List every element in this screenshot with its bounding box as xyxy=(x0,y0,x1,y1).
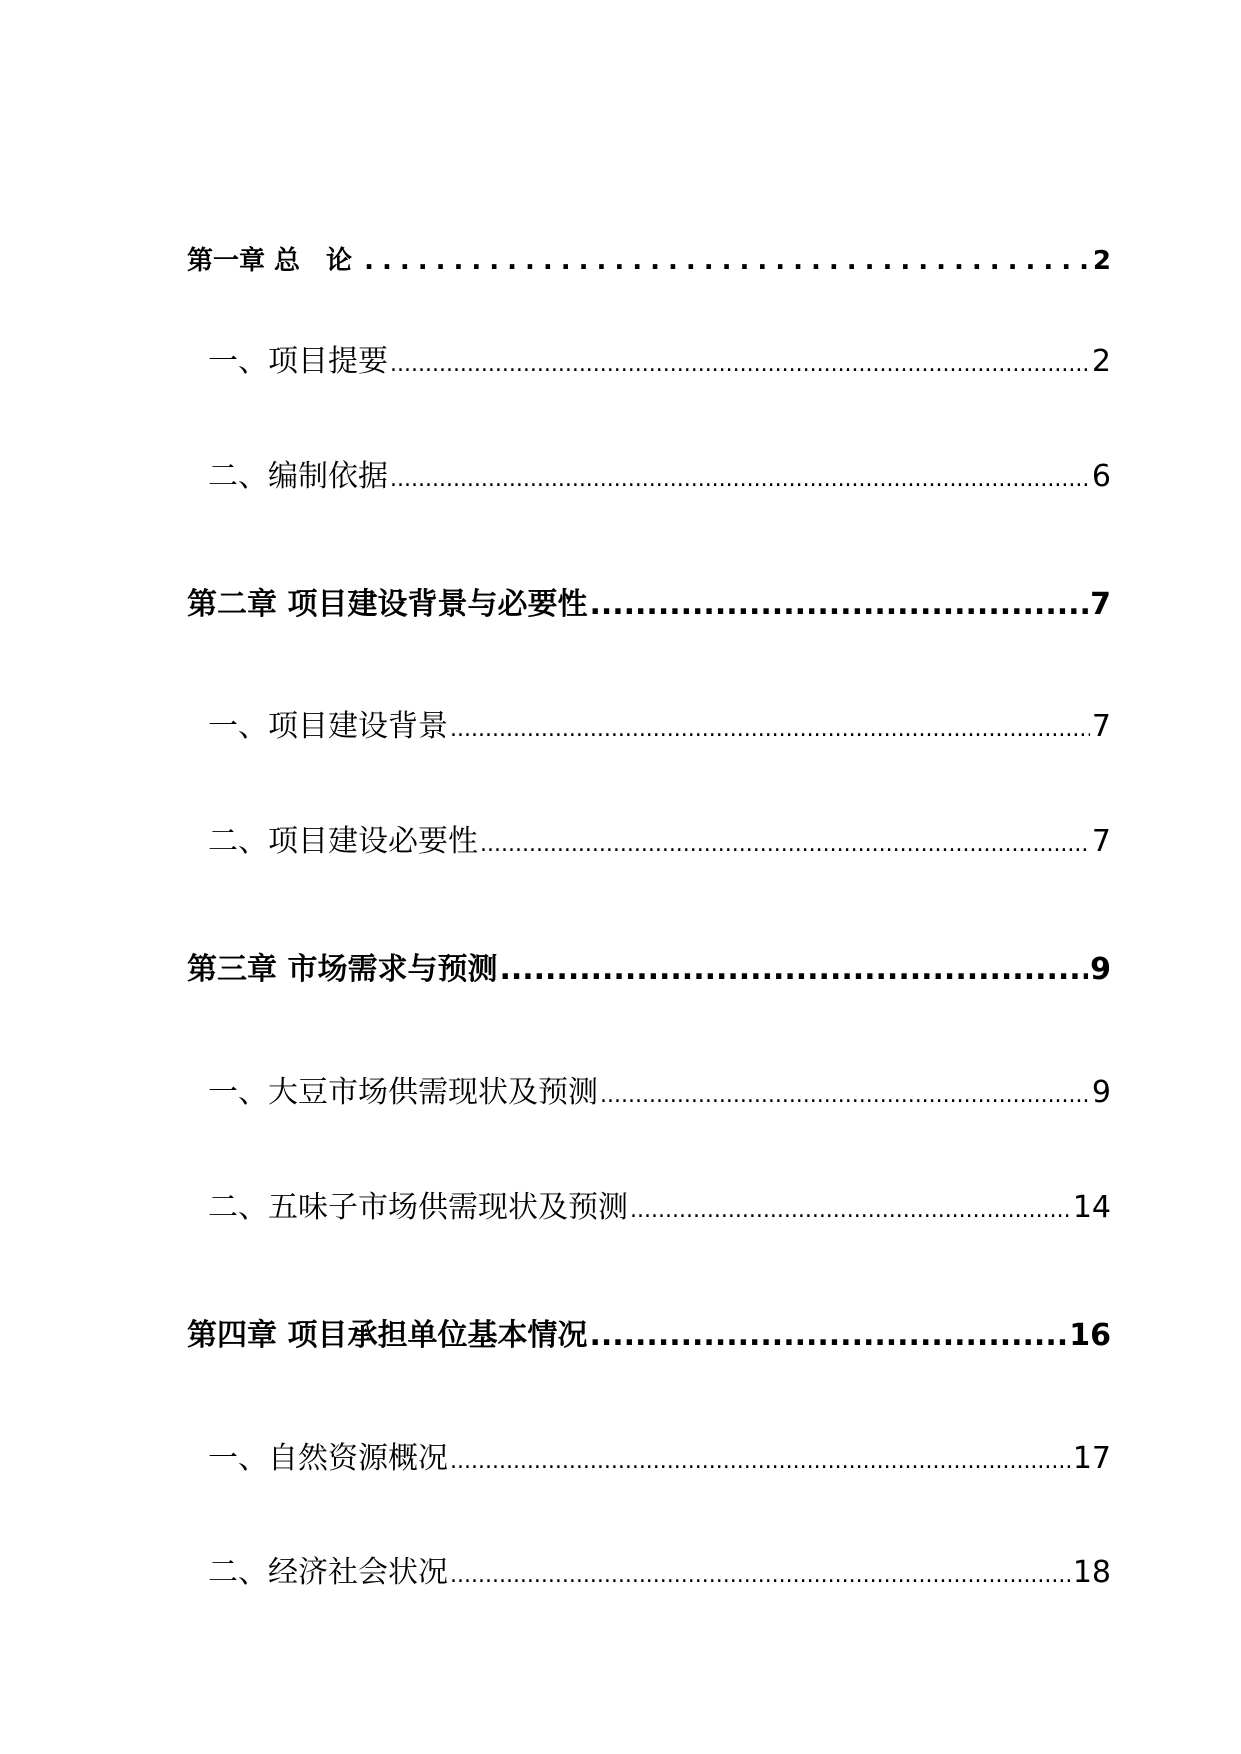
toc-entry-title: 一、大豆市场供需现状及预测 xyxy=(208,1075,598,1110)
toc-entry-title: 二、经济社会状况 xyxy=(208,1555,448,1590)
toc-page-number: 17 xyxy=(1072,1441,1111,1476)
toc-dot-leader xyxy=(499,952,1088,987)
toc-dot-leader xyxy=(450,1449,1071,1474)
toc-entry-section-2-1[interactable] xyxy=(208,701,1111,745)
toc-entry-title: 一、项目提要 xyxy=(208,344,388,379)
toc-entry-section-2-2[interactable] xyxy=(208,816,1111,860)
toc-entry-title: 二、编制依据 xyxy=(208,459,388,494)
toc-entry-chapter-4[interactable] xyxy=(187,1310,1111,1354)
toc-dot-leader xyxy=(450,717,1090,742)
toc-dot-leader xyxy=(589,1318,1067,1353)
toc-dot-leader xyxy=(364,246,1091,276)
toc-entry-title: 第三章 市场需求与预测 xyxy=(187,952,498,987)
toc-page-number: 6 xyxy=(1091,459,1111,494)
toc-entry-section-3-2[interactable] xyxy=(208,1182,1111,1226)
toc-page-number: 14 xyxy=(1072,1190,1111,1225)
toc-page-number: 9 xyxy=(1091,1075,1111,1110)
toc-entry-section-4-2[interactable] xyxy=(208,1547,1111,1591)
toc-entry-section-3-1[interactable] xyxy=(208,1067,1111,1111)
toc-entry-title: 第四章 项目承担单位基本情况 xyxy=(187,1318,588,1353)
toc-page-number: 16 xyxy=(1069,1318,1111,1353)
toc-dot-leader xyxy=(450,1563,1071,1588)
toc-entry-title: 二、项目建设必要性 xyxy=(208,824,478,859)
toc-page-number: 2 xyxy=(1092,246,1111,276)
toc-entry-title: 第二章 项目建设背景与必要性 xyxy=(187,587,588,622)
toc-dot-leader xyxy=(589,587,1088,622)
toc-dot-leader xyxy=(390,467,1090,492)
toc-dot-leader xyxy=(600,1083,1090,1108)
toc-entry-title: 二、五味子市场供需现状及预测 xyxy=(208,1190,628,1225)
toc-entry-title: 第一章 总 论 xyxy=(187,246,353,276)
toc-page-number: 18 xyxy=(1072,1555,1111,1590)
toc-page-number: 2 xyxy=(1091,344,1111,379)
toc-entry-chapter-1[interactable] xyxy=(187,240,1111,277)
toc-entry-section-4-1[interactable] xyxy=(208,1433,1111,1477)
toc-dot-leader xyxy=(480,832,1090,857)
toc-page-number: 7 xyxy=(1090,587,1111,622)
toc-entry-section-1-2[interactable] xyxy=(208,451,1111,495)
toc-entry-section-1-1[interactable] xyxy=(208,336,1111,380)
toc-page-number: 7 xyxy=(1091,709,1111,744)
toc-entry-chapter-3[interactable] xyxy=(187,944,1111,988)
toc-entry-title: 一、自然资源概况 xyxy=(208,1441,448,1476)
toc-dot-leader xyxy=(390,352,1090,377)
toc-entry-title: 一、项目建设背景 xyxy=(208,709,448,744)
toc-page-number: 9 xyxy=(1090,952,1111,987)
toc-dot-leader xyxy=(630,1198,1071,1223)
toc-entry-chapter-2[interactable] xyxy=(187,579,1111,623)
toc-page-number: 7 xyxy=(1091,824,1111,859)
